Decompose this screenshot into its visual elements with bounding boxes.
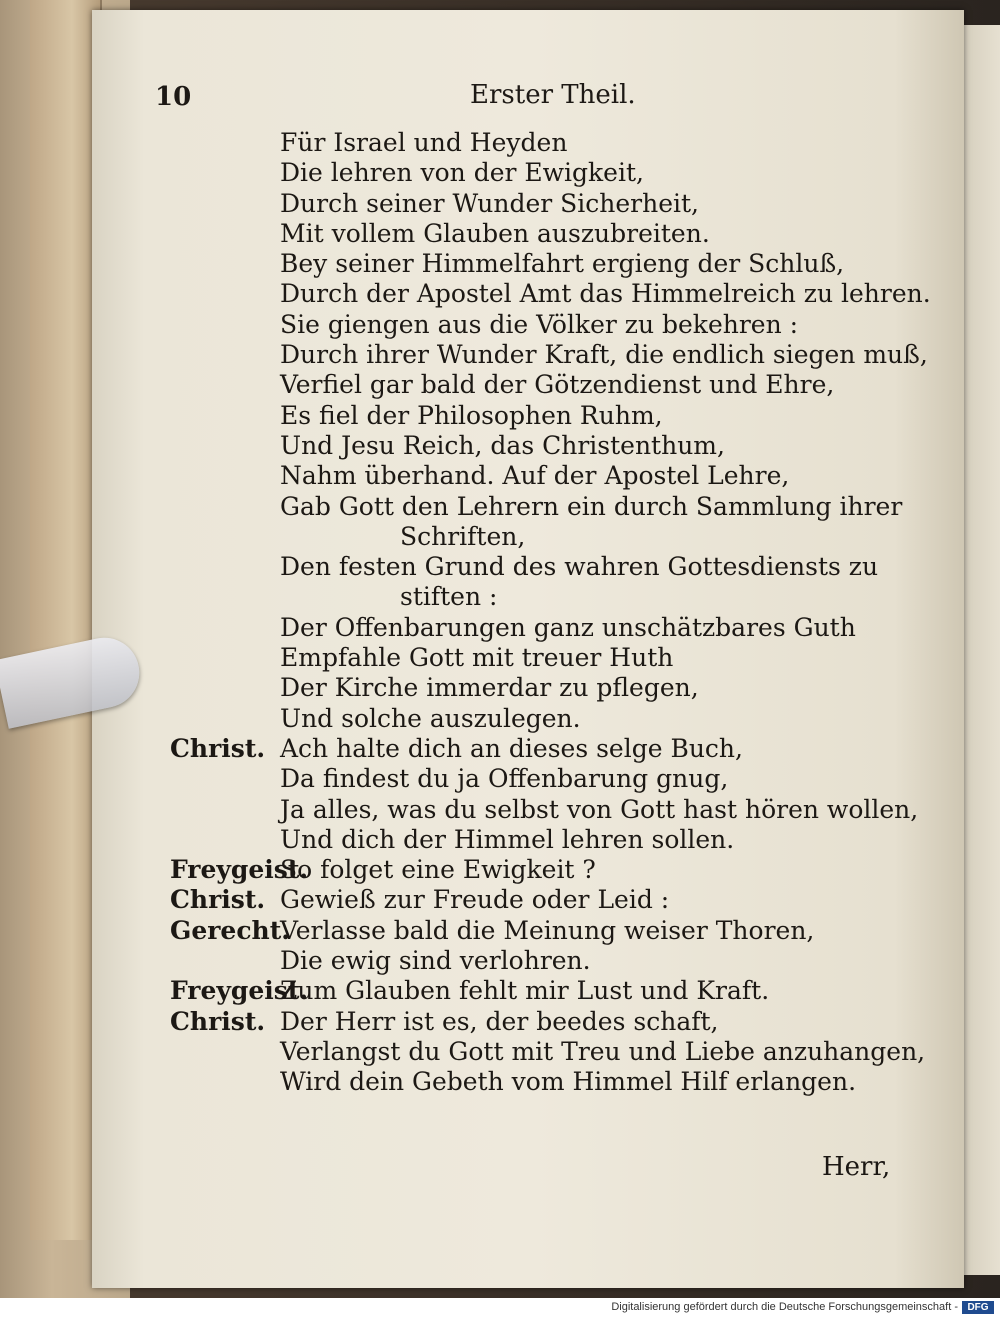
verse-line-text: Der Offenbarungen ganz unschätzbares Guth [280,612,856,642]
verse-line-text: Die ewig sind verlohren. [280,946,591,976]
verse-line-text: Die lehren von der Ewigkeit, [280,158,644,188]
verse-line [170,825,940,855]
verse-line [170,673,940,703]
verse-line-text: Durch ihrer Wunder Kraft, die endlich siegen muß, [280,340,928,370]
verse-line-text: Den festen Grund des wahren Gottesdiensts zu [280,552,879,582]
verse-line [170,1067,940,1097]
verse-line [170,158,940,188]
verse-line [170,1007,940,1037]
verse-line [170,522,940,552]
verse-line [170,916,940,946]
verse-line [170,401,940,431]
verse-line [170,189,940,219]
verse-line-text: Für Israel und Heyden [280,128,568,157]
verse-line-text: Verlangst du Gott mit Treu und Liebe anzuhangen, [280,1036,926,1066]
verse-line-text: Und Jesu Reich, das Christenthum, [280,430,725,460]
verse-line-text: Bey seiner Himmelfahrt ergieng der Schluß, [280,249,845,279]
verse-line [170,249,940,279]
speaker-label: Christ. [170,885,266,915]
verse-line [170,552,940,582]
verse-line-text: Es fiel der Philosophen Ruhm, [280,400,663,430]
verse-line-text: Verlasse bald die Meinung weiser Thoren, [280,915,815,945]
verse-line [170,340,940,370]
speaker-label: Gerecht. [170,915,290,945]
speaker-label: Christ. [170,1006,266,1036]
verse-line [170,219,940,249]
verse-line-text: Ach halte dich an dieses selge Buch, [280,733,743,763]
verse-line-text: Schriften, [400,521,526,551]
verse-line [170,704,940,734]
verse-line [170,795,940,825]
dfg-logo: DFG [962,1301,994,1314]
verse-line-text: Gab Gott den Lehrern ein durch Sammlung ihrer [280,491,903,521]
running-title: Erster Theil. [470,80,636,110]
catchword: Herr, [822,1152,891,1182]
speaker-label: Freygeist. [170,976,309,1006]
page-number: 10 [155,82,192,112]
verse-line-text: stiften : [400,582,498,612]
verse-line [170,976,940,1006]
verse-line-text: Gewieß zur Freude oder Leid : [280,885,670,915]
verse-line-text: So folget eine Ewigkeit ? [280,855,596,885]
verse-line-text: Verfiel gar bald der Götzendienst und Ehre, [280,370,835,400]
verse-line-text: Durch seiner Wunder Sicherheit, [280,188,699,218]
verse-line [170,613,940,643]
verse-line [170,885,940,915]
verse-line [170,1037,940,1067]
verse-line-text: Da findest du ja Offenbarung gnug, [280,764,729,794]
verse-line [170,310,940,340]
verse-line-text: Nahm überhand. Auf der Apostel Lehre, [280,461,790,491]
funding-credit: Digitalisierung gefördert durch die Deutsche Forschungsgemeinschaft - [611,1301,958,1313]
verse-line-text: Sie giengen aus die Völker zu bekehren : [280,309,799,339]
verse-line-text: Wird dein Gebeth vom Himmel Hilf erlangen. [280,1067,857,1097]
verse-text [170,128,940,1098]
verse-line-text: Empfahle Gott mit treuer Huth [280,643,674,673]
verse-line-text: Der Kirche immerdar zu pflegen, [280,673,699,703]
footer-bar [0,1298,1000,1318]
verse-line [170,855,940,885]
verse-line [170,734,940,764]
verse-line-text: Mit vollem Glauben auszubreiten. [280,218,710,248]
verse-line-text: Zum Glauben fehlt mir Lust und Kraft. [280,976,770,1006]
verse-line-text: Durch der Apostel Amt das Himmelreich zu lehren. [280,279,931,309]
speaker-label: Freygeist. [170,855,309,885]
verse-line-text: Und solche auszulegen. [280,703,581,733]
verse-line [170,643,940,673]
verse-line [170,461,940,491]
speaker-label: Christ. [170,733,266,763]
verse-line [170,370,940,400]
verse-line [170,431,940,461]
verse-line [170,279,940,309]
verse-line-text: Ja alles, was du selbst von Gott hast hören wollen, [280,794,919,824]
verse-line-text: Und dich der Himmel lehren sollen. [280,824,735,854]
verse-line-text: Der Herr ist es, der beedes schaft, [280,1006,719,1036]
verse-line [170,764,940,794]
verse-line [170,128,940,158]
verse-line [170,492,940,522]
verse-line [170,582,940,612]
verse-line [170,946,940,976]
